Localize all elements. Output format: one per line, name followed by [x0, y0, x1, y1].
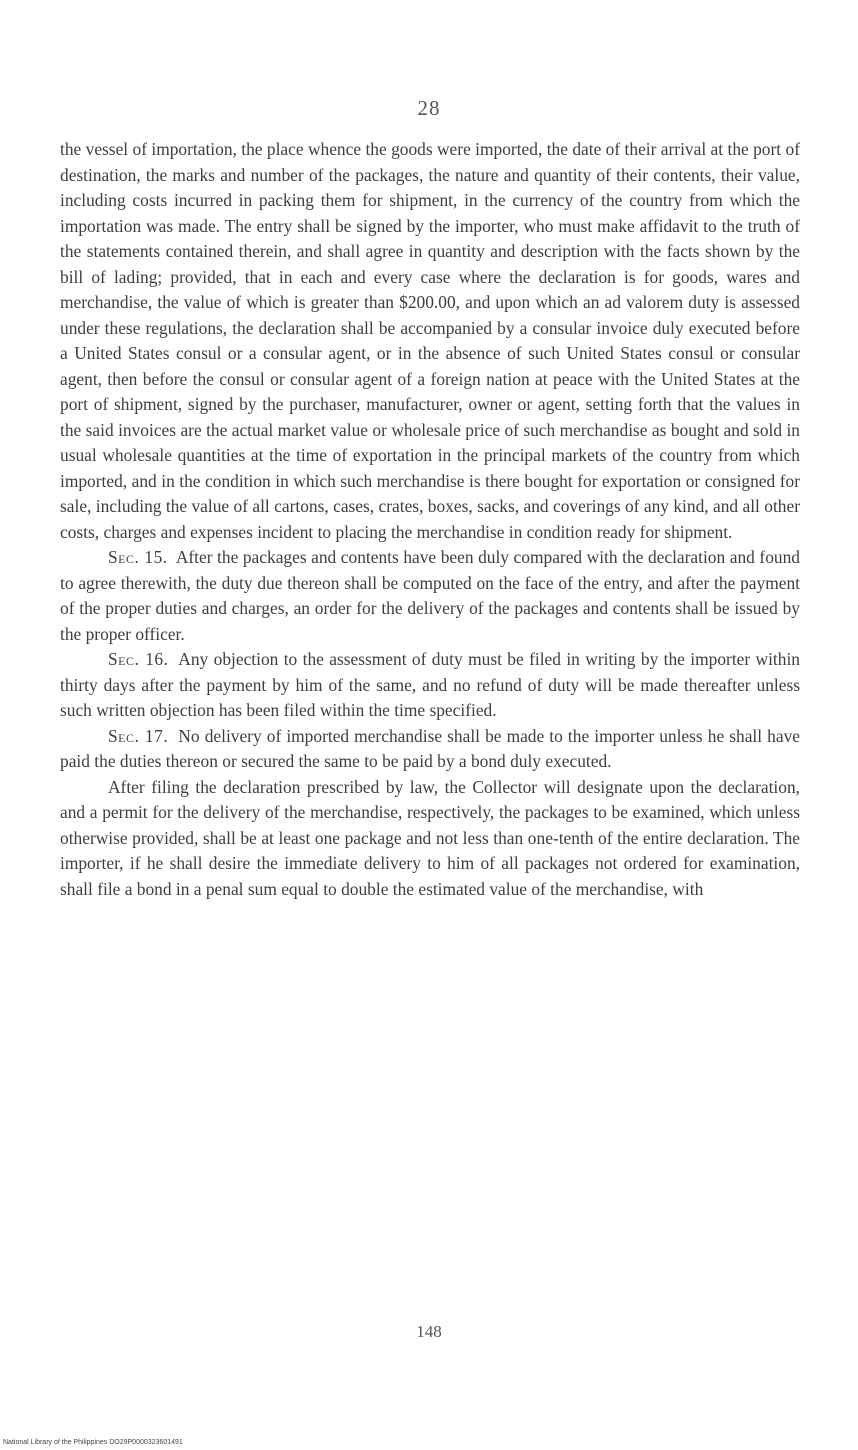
library-watermark: National Library of the Philippines DO29P0000323601491 — [3, 1439, 183, 1446]
section-15-label: Sec. 15. — [108, 547, 168, 567]
section-16-paragraph — [60, 647, 800, 724]
section-17-label: Sec. 17. — [108, 725, 169, 746]
body-text — [60, 137, 800, 902]
page-number: 28 — [417, 96, 441, 120]
section-15-paragraph — [60, 545, 800, 647]
section-17-text: No delivery of imported merchandise shall be made to the importer unless he shall have paid the duties thereon or secured the same to be paid by a bond duly executed. — [60, 725, 801, 771]
folio-number: 148 — [416, 1322, 442, 1341]
section-16-text: Any objection to the assessment of duty must be filed in writing by the importer within thirty days after the payment by him of the same, and no refund of duty will be made thereafter unless such written objection has been filed within the time specified. — [60, 649, 800, 720]
examination-paragraph: After filing the declaration prescribed by law, the Collector will designate upon the declaration, and a permit for the delivery of the merchandise, respectively, the packages to be examined, which unless otherwise provided, shall be at least one package and not less than one-tenth of the entire declaration. The importer, if he shall desire the immediate delivery to him of all packages not ordered for examination, shall file a bond in a penal sum equal to double the estimated value of the merchandise, with — [60, 776, 800, 899]
section-15-text: After the packages and contents have been duly compared with the declaration and found to agree therewith, the duty due thereon shall be computed on the face of the entry, and after the payment of the proper duties and charges, an order for the delivery of the packages and contents shall be issued by the proper officer. — [60, 547, 800, 644]
paragraph-continuation: the vessel of importation, the place whence the goods were imported, the date of their arrival at the port of destination, the marks and number of the packages, the nature and quantity of their contents, their value, including costs incurred in packing them for shipment, in the currency of the country from which the importation was made. The entry shall be signed by the importer, who must make affidavit to the truth of the statements contained therein, and shall agree in quantity and description with the facts shown by the bill of lading; provided, that in each and every case where the declaration is for goods, wares and merchandise, the value of which is greater than $200.00, and upon which an ad valorem duty is assessed under these regulations, the declaration shall be accompanied by a consular invoice duly executed before a United States consul or a consular agent, or in the absence of such United States consul or consular agent, then before the consul or consular agent of a foreign nation at peace with the United States at the port of shipment, signed by the purchaser, manufacturer, owner or agent, setting forth that the values in the said invoices are the actual market value or wholesale price of such merchandise as bought and sold in usual wholesale quantities at the time of exportation in the principal markets of the country from which imported, and in the condition in which such merchandise is there bought for exportation or consigned for sale, including the value of all cartons, cases, crates, boxes, sacks, and coverings of any kind, and all other costs, charges and expenses incident to placing the merchandise in condition ready for shipment. — [60, 139, 800, 542]
section-16-label: Sec. 16. — [108, 649, 169, 669]
section-17-paragraph — [60, 724, 800, 775]
